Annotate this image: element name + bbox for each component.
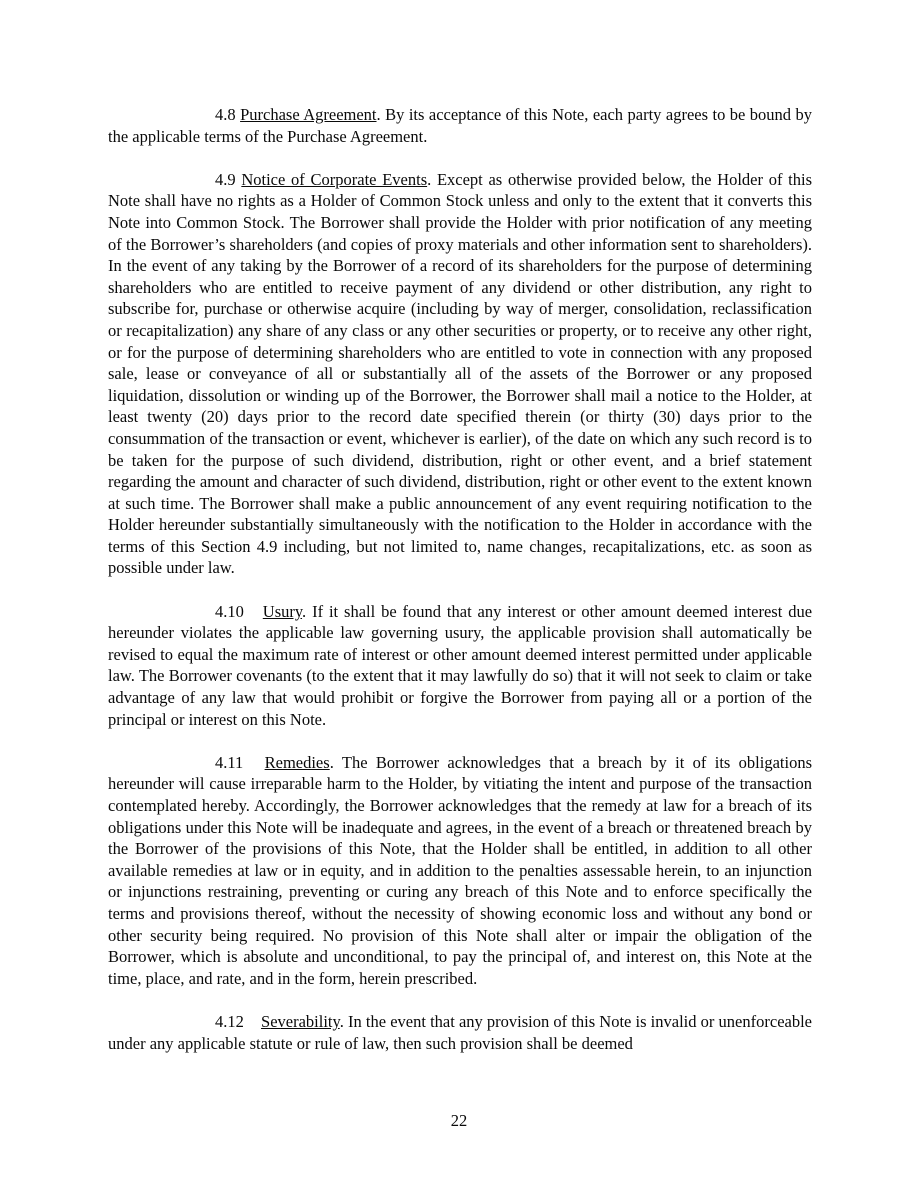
- section-number: 4.9: [215, 169, 236, 189]
- section-separator: .: [339, 1011, 344, 1031]
- section-number: 4.12: [215, 1011, 244, 1031]
- section-body: By its acceptance of this Note, each party agrees to be bound by the applicable terms of the Purchase Agreement.: [108, 105, 813, 146]
- page-number: 22: [450, 1111, 468, 1130]
- section-title: Severability: [261, 1011, 340, 1031]
- section-title: Purchase Agreement: [240, 105, 377, 124]
- section-4-9: [108, 169, 812, 579]
- section-separator: .: [376, 105, 381, 124]
- section-number: 4.11: [215, 752, 244, 772]
- section-body: The Borrower acknowledges that a breach by it of its obligations hereunder will cause irreparable harm to the Holder, by vitiating the intent and purpose of the transaction contemplated hereby. Accordingly, the Borrower acknowledges that the remedy at law for a breach of its obligations under this Note will be inadequate and agrees, in the event of a breach or threatened breach by the Borrower of the provisions of this Note, that the Holder shall be entitled, in addition to all other available remedies at law or in equity, and in addition to the penalties assessable herein, to an injunction or injunctions restraining, preventing or curing any breach of this Note and to enforce specifically the terms and provisions thereof, without the necessity of showing economic loss and without any bond or other security being required. No provision of this Note shall alter or impair the obligation of the Borrower, which is absolute and unconditional, to pay the principal of, and interest on, this Note at the time, place, and rate, and in the form, herein prescribed.: [108, 752, 812, 988]
- section-separator: .: [427, 169, 432, 189]
- section-4-12: [108, 1011, 812, 1054]
- section-number: 4.8: [215, 105, 236, 124]
- section-body: In the event that any provision of this Note is invalid or unenforceable under any applicable statute or rule of law, then such provision shall be deemed: [108, 1011, 813, 1053]
- section-body: Except as otherwise provided below, the Holder of this Note shall have no rights as a Holder of Common Stock unless and only to the extent that it converts this Note into Common Stock. The Borrower shall provide the Holder with prior notification of any meeting of the Borrower’s shareholders (and copies of proxy materials and other information sent to shareholders). In the event of any taking by the Borrower of a record of its shareholders for the purpose of determining shareholders who are entitled to receive payment of any dividend or other distribution, any right to subscribe for, purchase or otherwise acquire (including by way of merger, consolidation, reclassification or recapitalization) any share of any class or any other securities or property, or to receive any other right, or for the purpose of determining shareholders who are entitled to vote in connection with any proposed sale, lease or conveyance of all or substantially all of the assets of the Borrower or any proposed liquidation, dissolution or winding up of the Borrower, the Borrower shall mail a notice to the Holder, at least twenty (20) days prior to the record date specified therein (or thirty (30) days prior to the consummation of the transaction or event, whichever is earlier), of the date on which any such record is to be taken for the purpose of such dividend, distribution, right or other event, and a brief statement regarding the amount and character of such dividend, distribution, right or other event to the extent known at such time. The Borrower shall make a public announcement of any event requiring notification to the Holder hereunder substantially simultaneously with the notification to the Holder in accordance with the terms of this Section 4.9 including, but not limited to, name changes, recapitalizations, etc. as soon as possible under law.: [108, 169, 812, 578]
- section-4-10: [108, 601, 812, 731]
- document-body: [108, 104, 812, 1054]
- section-4-11: [108, 752, 812, 990]
- section-title: Usury: [262, 601, 303, 621]
- section-number: 4.10: [215, 601, 244, 621]
- section-body: If it shall be found that any interest or other amount deemed interest due hereunder violates the applicable law governing usury, the applicable provision shall automatically be revised to equal the maximum rate of interest or other amount deemed interest permitted under applicable law. The Borrower covenants (to the extent that it may lawfully do so) that it will not seek to claim or take advantage of any law that would prohibit or forgive the Borrower from paying all or a portion of the principal or interest on this Note.: [108, 601, 813, 729]
- section-title: Notice of Corporate Events: [241, 169, 428, 189]
- section-separator: .: [302, 601, 307, 621]
- section-separator: .: [329, 752, 334, 772]
- section-title: Remedies: [264, 752, 330, 772]
- section-4-8: [108, 104, 812, 147]
